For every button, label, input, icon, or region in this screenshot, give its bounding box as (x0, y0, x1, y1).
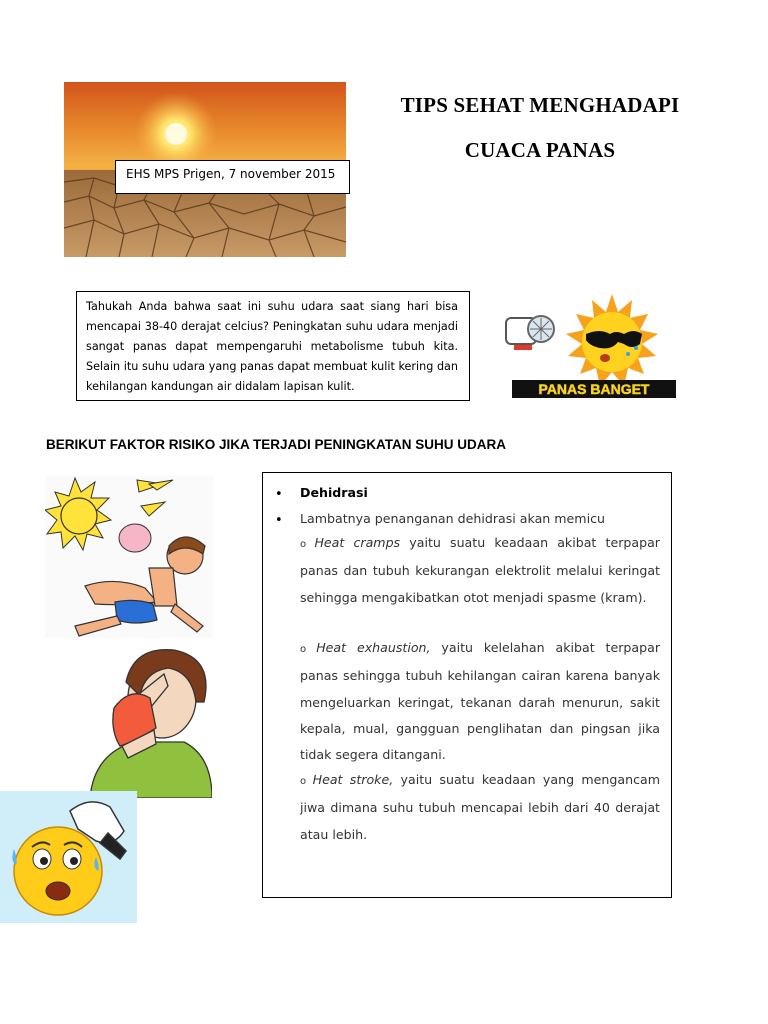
heat-exhaustion-paragraph (300, 635, 660, 768)
heat-cramps-paragraph (300, 530, 660, 611)
intro-box (76, 291, 470, 401)
page-title-line2: CUACA PANAS (464, 138, 616, 162)
circle-bullet-icon: o (300, 539, 315, 550)
intro-text: Tahukah Anda bahwa saat ini suhu udara saat siang hari bisa mencapai 38-40 derajat celcius? Peningkatan suhu udara menjadi sangat panas dapat mempengaruhi metabolisme tubuh kita. Selain itu suhu udara yang panas dapat membuat kulit kering dan kehilangan kandungan air didalam lapisan kulit. (86, 300, 458, 393)
caption-box (115, 160, 350, 194)
heat-stroke-term: Heat stroke, (312, 772, 394, 787)
risk-factors-box (262, 472, 672, 898)
bullet-icon: • (275, 487, 283, 502)
circle-bullet-icon: o (300, 644, 317, 655)
worried-face-icon (12, 827, 102, 915)
heat-cramps-term: Heat cramps (314, 535, 401, 550)
sun-sunglasses-icon (566, 294, 658, 386)
heat-cramps-desc: yaitu suatu keadaan akibat terpapar panas dan tubuh kekurangan elektrolit melalui keringat sehingga mengakibatkan otot menjadi spasme (kram). (300, 535, 660, 605)
fan-icon (506, 316, 554, 350)
man-icon (90, 650, 212, 798)
heat-stroke-paragraph (300, 767, 660, 848)
sweating-man-illustration (64, 646, 212, 798)
heat-stroke-desc: yaitu suatu keadaan yang mengancam jiwa dimana suhu tubuh mencapai lebih dari 40 derajat atau lebih. (300, 772, 660, 842)
heat-exhaustion-desc: yaitu kelelahan akibat terpapar panas sehingga tubuh kehilangan cairan karena banyak mengeluarkan keringat, tekanan darah menurun, sakit kepala, mual, gangguan penglihatan dan pingsan jika tidak segera ditangani. (300, 640, 660, 763)
risk-item-lambatnya: Lambatnya penanganan dehidrasi akan memicu (300, 511, 605, 526)
circle-bullet-icon: o (300, 776, 313, 787)
heat-exhaustion-term: Heat exhaustion, (316, 640, 431, 655)
panas-banget-label: PANAS BANGET (538, 381, 650, 397)
risk-item-dehidrasi: Dehidrasi (300, 485, 368, 500)
page-title-line1: TIPS SEHAT MENGHADAPI (400, 93, 680, 117)
sunbathing-boy-illustration (45, 476, 213, 638)
bullet-icon: • (275, 513, 283, 528)
caption-text: EHS MPS Prigen, 7 november 2015 (126, 167, 336, 181)
panas-banget-illustration (500, 292, 680, 404)
sun-icon (45, 478, 111, 550)
worried-face-illustration (0, 791, 137, 923)
section-heading: BERIKUT FAKTOR RISIKO JIKA TERJADI PENINGKATAN SUHU UDARA (46, 437, 507, 452)
